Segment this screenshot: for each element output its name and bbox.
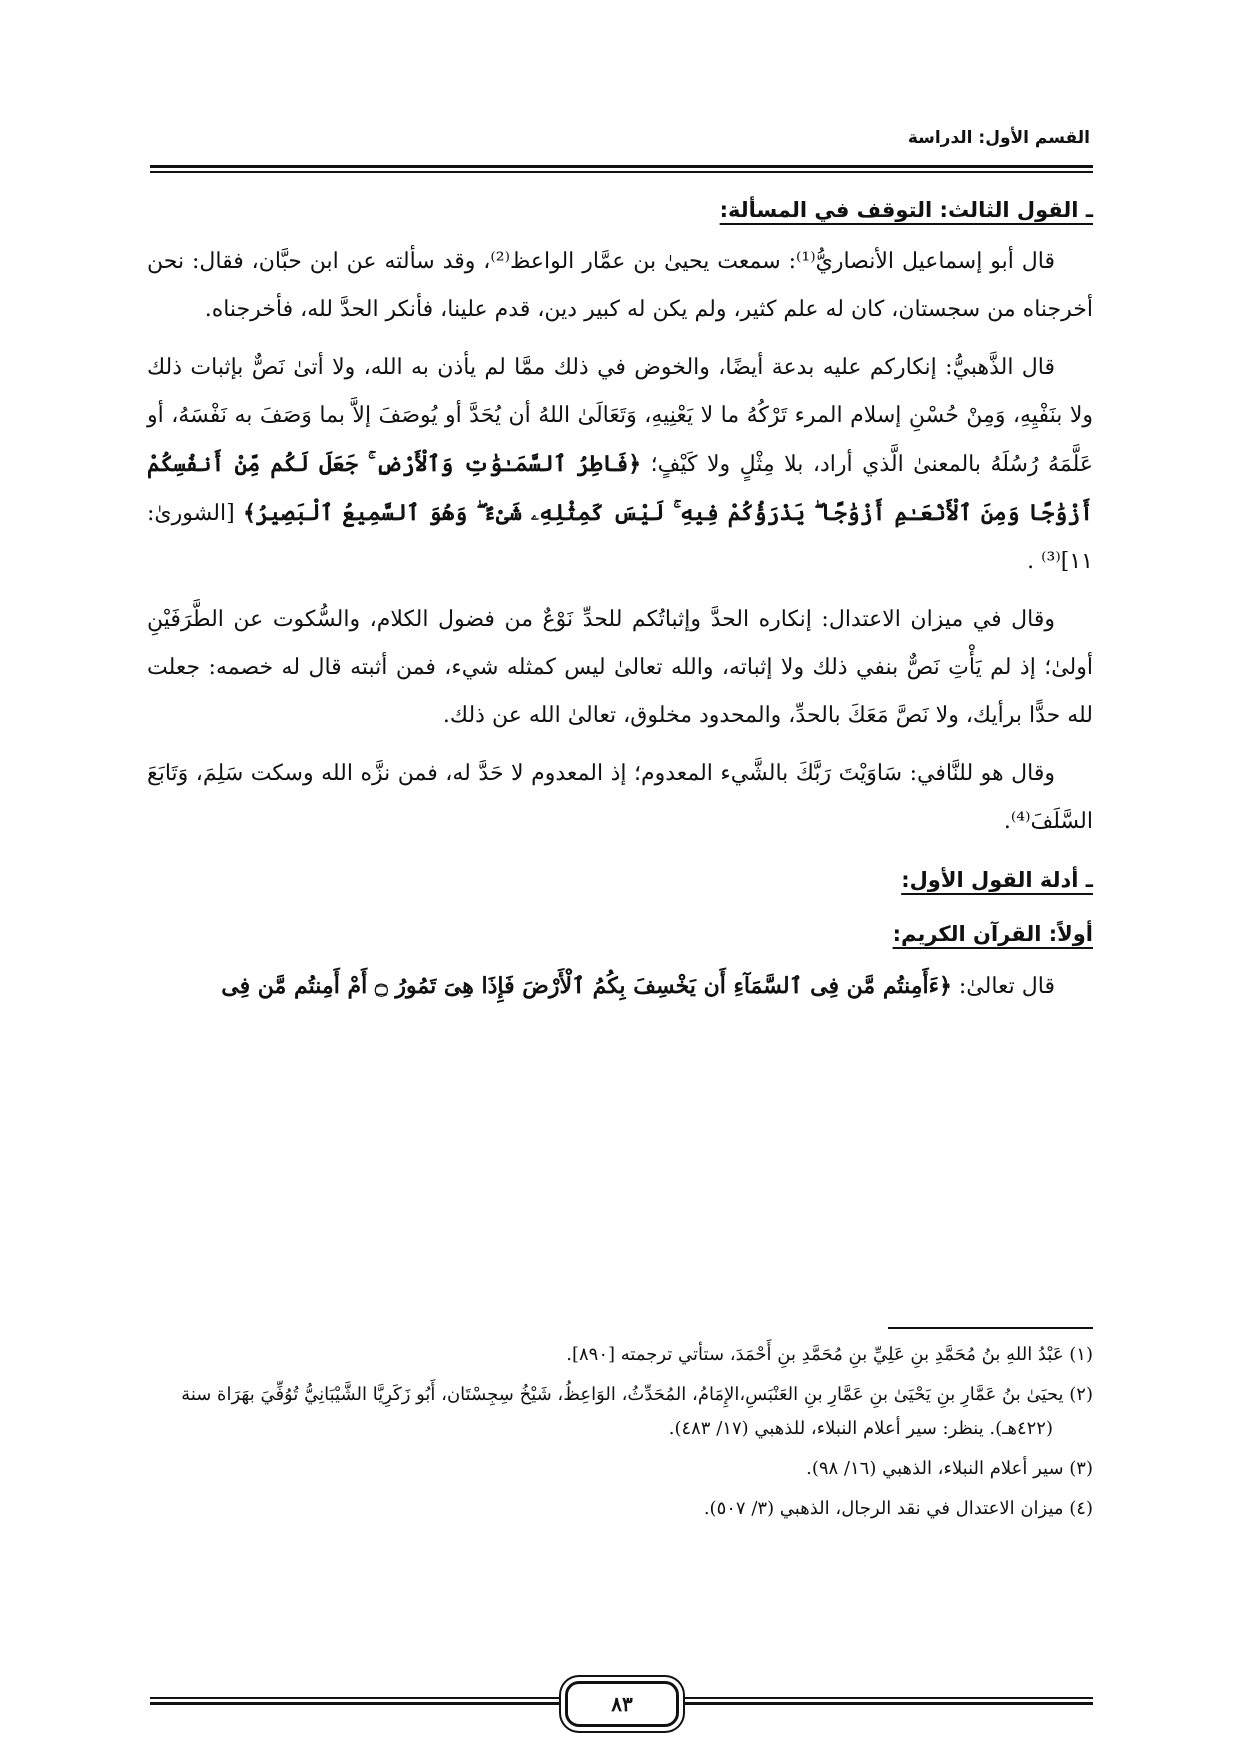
page-number: ٨٣ [565,1681,679,1727]
running-header-title: القسم الأول: الدراسة [907,128,1090,148]
section-heading-third-opinion: ـ القول الثالث: التوقف في المسألة: [719,198,1093,222]
main-text [147,180,1093,1021]
section-heading-evidence: ـ أدلة القول الأول: [901,868,1093,892]
footnote-1: (١) عَبْدُ اللهِ بنُ مُحَمَّدِ بنِ عَلِيِّ بنِ مُحَمَّدِ بنِ أَحْمَدَ، ستأتي ترجمته [٨٩٠]. [566,1344,1093,1365]
paragraph-mulk-verse [147,962,1093,1011]
quran-verse-mulk: ﴿ءَأَمِنتُم مَّن فِى ٱلسَّمَآءِ أَن يَخْسِفَ بِكُمُ ٱلْأَرْضَ فَإِذَا هِىَ تَمُورُ ۝ أَمْ أَمِنتُم مَّن فِى [221,973,952,999]
footnotes [147,1338,1093,1532]
paragraph-nafi-reply: وقال هو للنَّافي: سَاوَيْتَ رَبَّكَ بالشَّيء المعدوم؛ إذ المعدوم لا حَدَّ له، فمن نزَّه الله وسكت سَلِمَ، وَتَابَعَ السَّلَفَ⁽⁴⁾. [147,761,1093,834]
footnote-3: (٣) سير أعلام النبلاء، الذهبي (١٦/ ٩٨). [806,1458,1093,1479]
verse-intro-text: قال تعالىٰ: [951,974,1055,999]
paragraph-dhahabi-comment [147,344,1093,586]
footnote-2: (٢) يحيَىٰ بنُ عَمَّارِ بنِ يَحْيَىٰ بنِ عَمَّارِ بنِ العَنْبَسِ،الإِمَامُ، المُحَدِّثُ، الوَاعِظُ، شَيْخُ سِجِسْتَان، أَبُو زَكَرِيَّا الشَّيْبَانِيُّ تُوُفِّيَ بهَرَاة سنة (٤٢٢هـ). ينظر: سير أعلام النبلاء، للذهبي (١٧/ ٤٨٣). [181,1384,1093,1439]
quran-verse-shura: ﴿فَاطِرُ ٱلسَّمَـٰوَٰتِ وَٱلْأَرْضِ ۚ جَعَلَ لَكُم مِّنْ أَنفُسِكُمْ أَزْوَٰجًا وَمِنَ ٱلْأَنْعَـٰمِ أَزْوَٰجًا ۖ يَذْرَؤُكُمْ فِيهِ ۚ لَيْسَ كَمِثْلِهِۦ شَىْءٌ ۖ وَهُوَ ٱلسَّمِيعُ ٱلْبَصِيرُ﴾ [147,451,1093,526]
footnote-4: (٤) ميزان الاعتدال في نقد الرجال، الذهبي (٣/ ٥٠٧). [703,1498,1093,1519]
header-double-rule [150,165,1093,173]
quran-reference-shura: [الشورىٰ: ١١]⁽³⁾ . [147,501,1093,574]
footnote-separator [888,1327,1093,1329]
paragraph-ansari-narration: قال أبو إسماعيل الأنصاريُّ⁽¹⁾: سمعت يحيىٰ بن عمَّار الواعظ⁽²⁾، وقد سألته عن ابن حبَّان، فقال: نحن أخرجناه من سجستان، كان له علم كثير، ولم يكن له كبير دين، قدم علينا، فأنكر الحدَّ لله، فأخرجناه. [147,249,1093,322]
dhahabi-comment-text: قال الذَّهبيُّ: إنكاركم عليه بدعة أيضًا، والخوض في ذلك ممَّا لم يأذن به الله، ولا أتىٰ نَصٌّ بإثبات ذلك ولا بنَفْيِهِ، وَمِنْ حُسْنِ إسلام المرء تَرْكُهُ ما لا يَعْنِيهِ، وَتَعَالَىٰ اللهُ أن يُحَدَّ أو يُوصَفَ إلاَّ بما وَصَفَ به نَفْسَهُ، أو عَلَّمَهُ رُسُلَهُ بالمعنىٰ الَّذي أراد، بلا مِثْلٍ ولا كَيْفٍ؛ [147,355,1093,477]
subheading-quran: أولاً: القرآن الكريم: [892,922,1093,946]
paragraph-mizan-itidal: وقال في ميزان الاعتدال: إنكاره الحدَّ وإثباتُكم للحدِّ نَوْعٌ من فضول الكلام، والسُّكوت عن الطَّرَفَيْنِ أولىٰ؛ إذ لم يَأْتِ نَصٌّ بنفي ذلك ولا إثباته، والله تعالىٰ ليس كمثله شيء، فمن أثبته قال له خصمه: جعلت لله حدًّا برأيك، ولا نَصَّ مَعَكَ بالحدِّ، والمحدود مخلوق، تعالىٰ الله عن ذلك. [147,607,1093,728]
